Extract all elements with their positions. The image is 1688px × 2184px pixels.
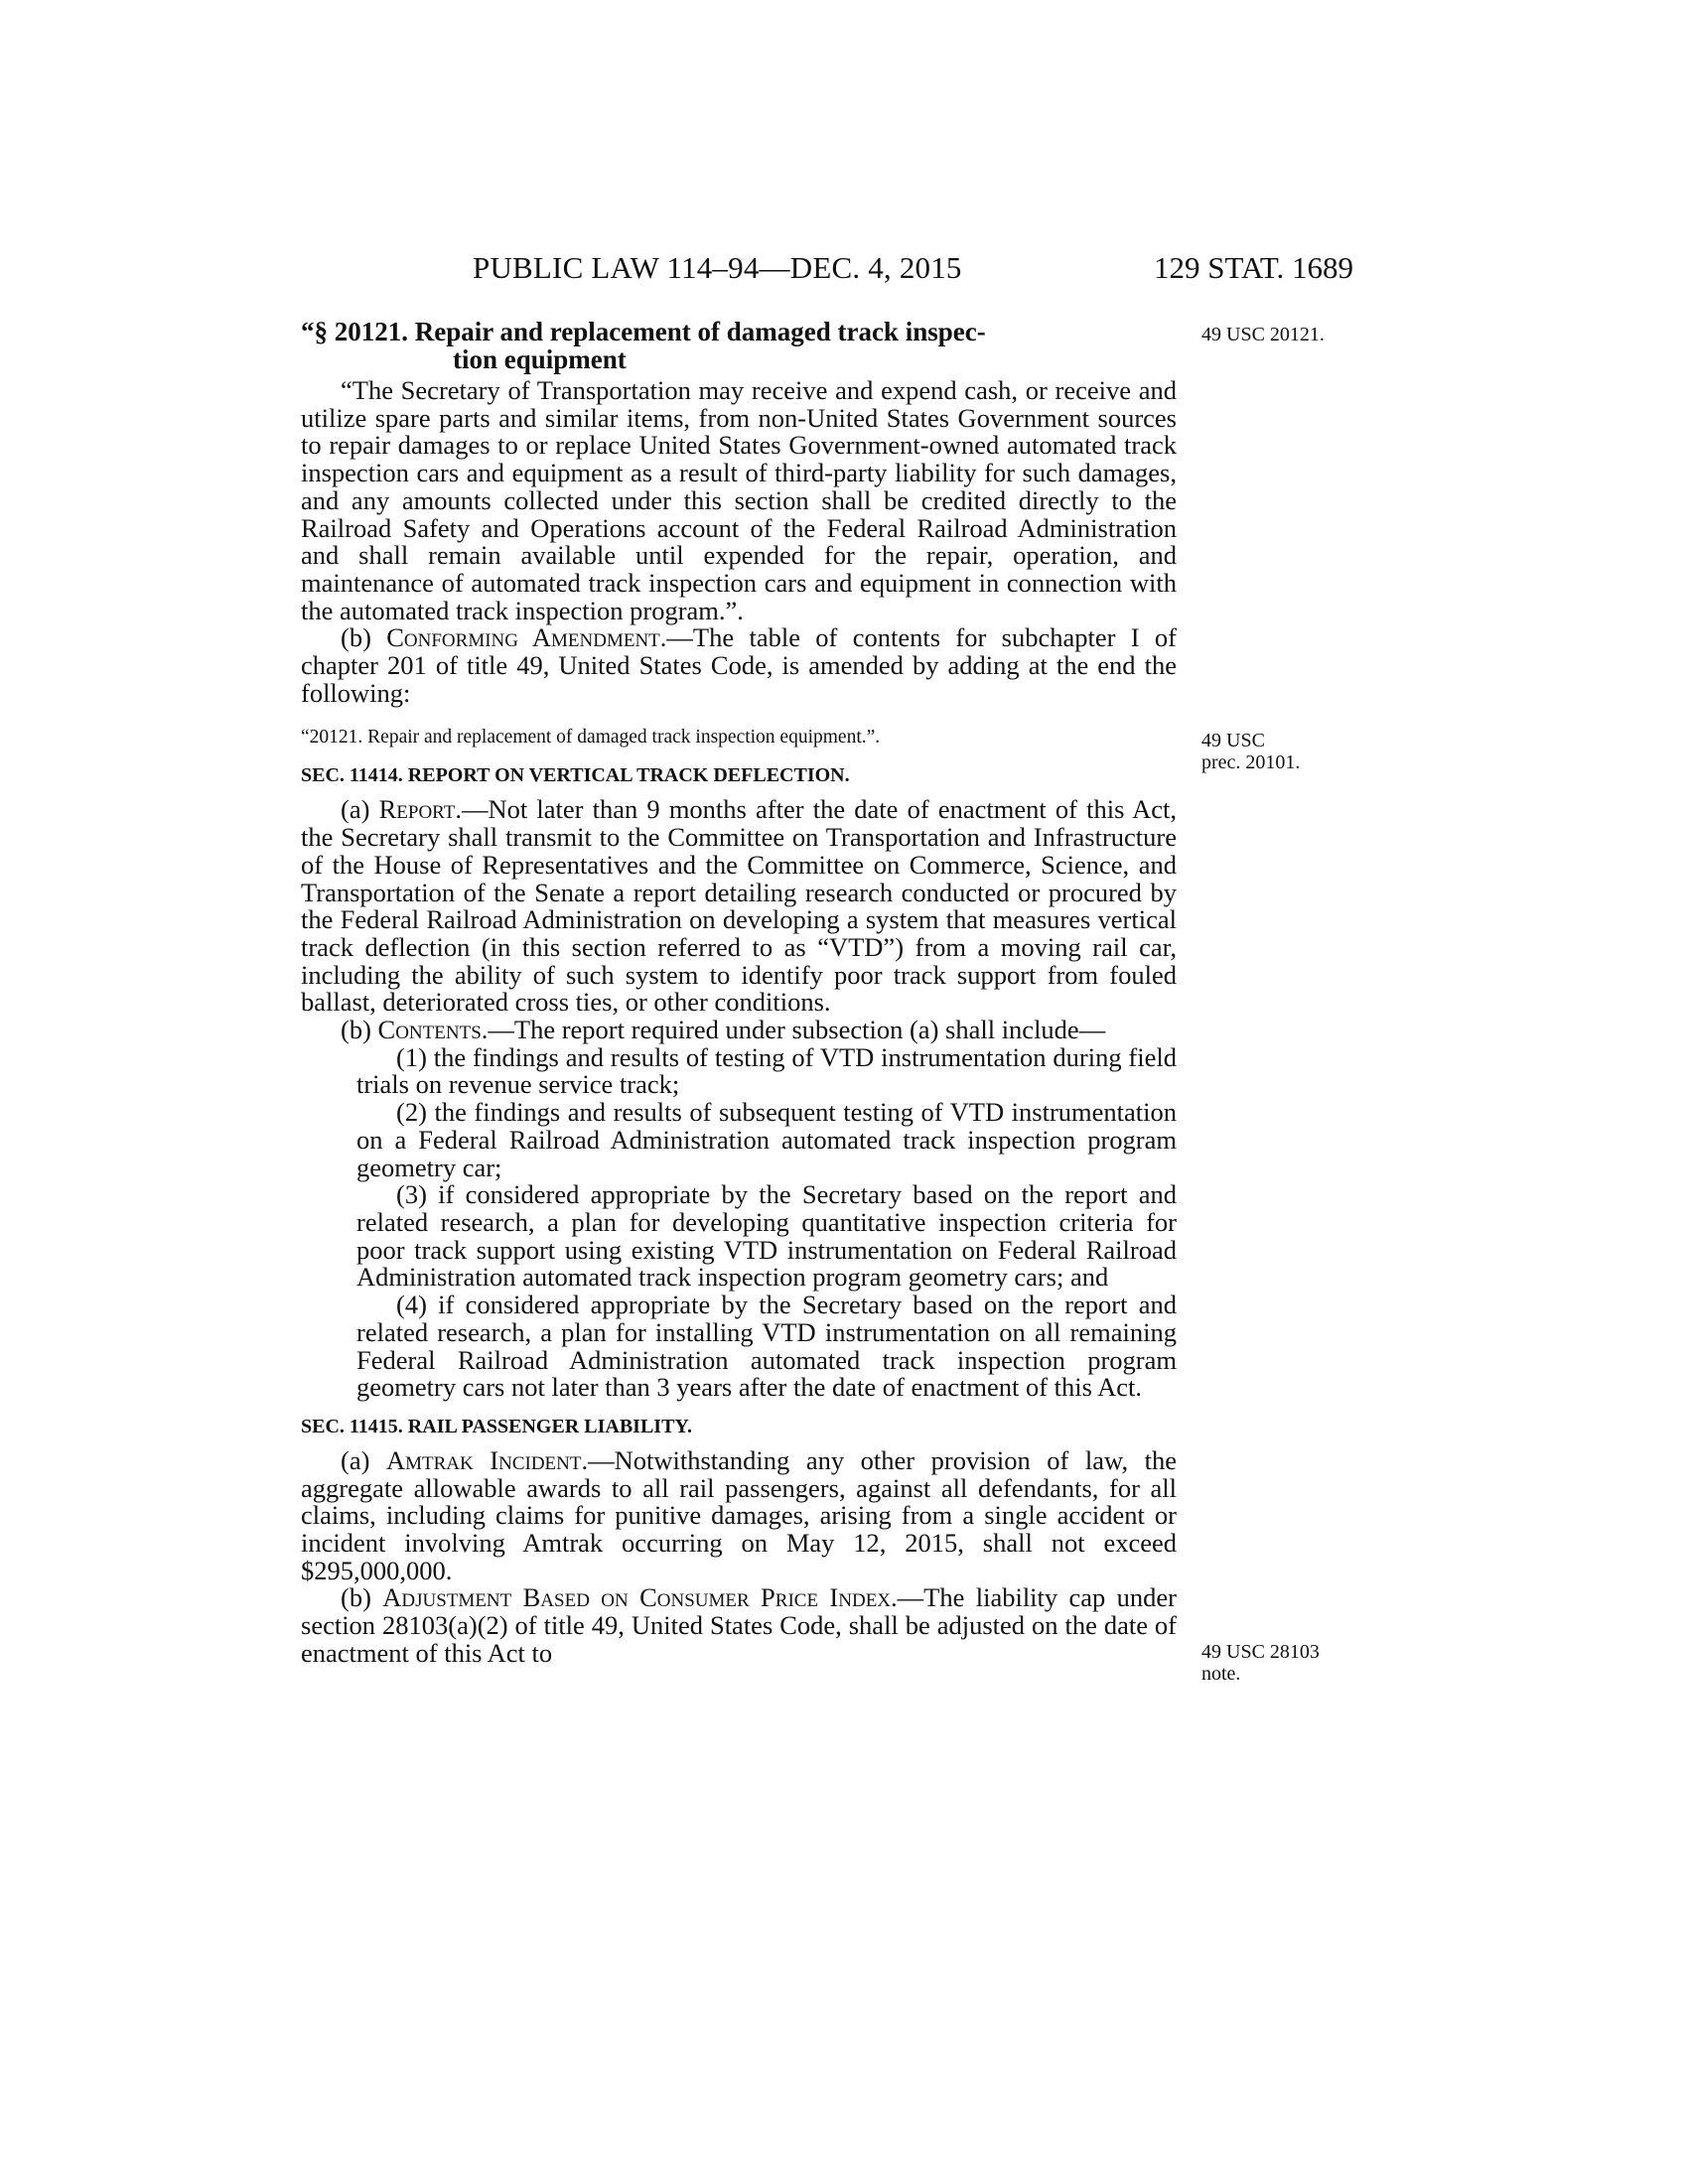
section-20121-text: “The Secretary of Transportation may receive and expend cash, or receive and utilize spare parts and similar items, from non-United States Government sources to repair damages to or replace United States Government-owned automated track inspection cars and equipment as a result of third-party liability for such damages, and any amounts collected under this section shall be credited directly to the Railroad Safety and Operations account of the Federal Railroad Administration and shall remain available until expended for the repair, operation, and maintenance of automated track inspection cars and equipment in connection with the automated track inspection program.”. bbox=[301, 375, 1177, 625]
subsection-heading: Amtrak Incident bbox=[385, 1444, 582, 1475]
conforming-amendment-paragraph bbox=[301, 624, 1177, 707]
subsection-text: .—The liability cap under section 28103(a)(2) of title 49, United States Code, shall be adjusted on the date of enactment of this Act to bbox=[301, 1582, 1178, 1668]
heading-line: “§ 20121. Repair and replacement of damaged track inspec- bbox=[301, 317, 986, 346]
subsection-heading: Contents bbox=[377, 1015, 482, 1045]
contents-item-1: (1) the findings and results of testing of VTD instrumentation during field trials on revenue service track; bbox=[356, 1041, 1177, 1100]
cpi-adjustment-subsection bbox=[301, 1584, 1177, 1667]
contents-subsection bbox=[301, 1017, 1177, 1044]
margin-note-text: 49 USC 28103 bbox=[1201, 1641, 1320, 1663]
margin-note-text: 49 USC 20121. bbox=[1201, 324, 1325, 345]
subsection-text: .—The table of contents for subchapter I of chapter 201 of title 49, United States Code, is amended by adding at the end the following: bbox=[301, 622, 1178, 708]
contents-item-3: (3) if considered appropriate by the Secretary based on the report and related research, a plan for developing quantitative inspection criteria for poor track support using existing VTD instrumentation on Federal Railroad Administration automated track inspection program geometry cars; and bbox=[356, 1179, 1177, 1293]
public-law-citation: PUBLIC LAW 114–94—DEC. 4, 2015 bbox=[473, 250, 962, 285]
contents-item-2: (2) the findings and results of subsequent testing of VTD instrumentation on a Federal Railroad Administration automated track inspection program geometry car; bbox=[356, 1097, 1177, 1182]
contents-item-4: (4) if considered appropriate by the Secretary based on the report and related research, a plan for installing VTD instrumentation on all remaining Federal Railroad Administration automated track inspection program geometry cars not later than 3 years after the date of enactment of this Act. bbox=[356, 1290, 1177, 1403]
section-11414-heading: SEC. 11414. REPORT ON VERTICAL TRACK DEFLECTION. bbox=[301, 764, 850, 787]
margin-note-text: 49 USC bbox=[1201, 730, 1265, 751]
table-of-contents-entry: “20121. Repair and replacement of damaged track inspection equipment.”. bbox=[301, 727, 881, 749]
subsection-label: (a) bbox=[341, 794, 379, 825]
margin-note-text: note. bbox=[1201, 1663, 1241, 1685]
subsection-label: (a) bbox=[341, 1444, 386, 1475]
subsection-label: (b) bbox=[341, 1015, 378, 1045]
subsection-text: .—Notwithstanding any other provision of law, the aggregate allowable awards to all rail passengers, against all defendants, for all claims, including claims for punitive damages, arising from a single accident or incident involving Amtrak occurring on May 12, 2015, shall not exceed $295,000,000. bbox=[301, 1444, 1178, 1585]
statute-page-number: 129 STAT. 1689 bbox=[1154, 250, 1354, 285]
heading-line: tion equipment bbox=[453, 344, 627, 374]
subsection-heading: Report bbox=[378, 794, 456, 825]
section-11415-heading: SEC. 11415. RAIL PASSENGER LIABILITY. bbox=[301, 1415, 693, 1437]
amtrak-incident-subsection bbox=[301, 1444, 1178, 1585]
subsection-heading: Conforming Amendment bbox=[386, 622, 660, 653]
margin-note-usc-20121 bbox=[1201, 324, 1400, 345]
section-20121-heading bbox=[301, 318, 1177, 373]
margin-note-text: prec. 20101. bbox=[1201, 751, 1301, 773]
subsection-text: .—The report required under subsection (a) shall include— bbox=[481, 1015, 1106, 1045]
margin-note-usc-28103 bbox=[1201, 1641, 1400, 1685]
subsection-heading: Adjustment Based on Consumer Price Index bbox=[382, 1582, 892, 1613]
subsection-label: (b) bbox=[341, 1582, 383, 1613]
subsection-text: .—Not later than 9 months after the date of enactment of this Act, the Secretary shall transmit to the Committee on Transportation and Infrastructure of the House of Representatives and the Committee on Commerce, Science, and Transportation of the Senate a report detailing research conducted or procured by the Federal Railroad Administration on developing a system that measures vertical track deflection (in this section referred to as “VTD”) from a moving rail car, including the ability of such system to identify poor track support from fouled ballast, deteriorated cross ties, or other conditions. bbox=[301, 794, 1178, 1018]
subsection-label: (b) bbox=[341, 622, 387, 653]
document-body bbox=[301, 318, 1177, 1668]
page-header bbox=[0, 250, 1688, 290]
report-subsection bbox=[301, 796, 1177, 1017]
margin-note-usc-prec-20101 bbox=[1201, 730, 1400, 773]
